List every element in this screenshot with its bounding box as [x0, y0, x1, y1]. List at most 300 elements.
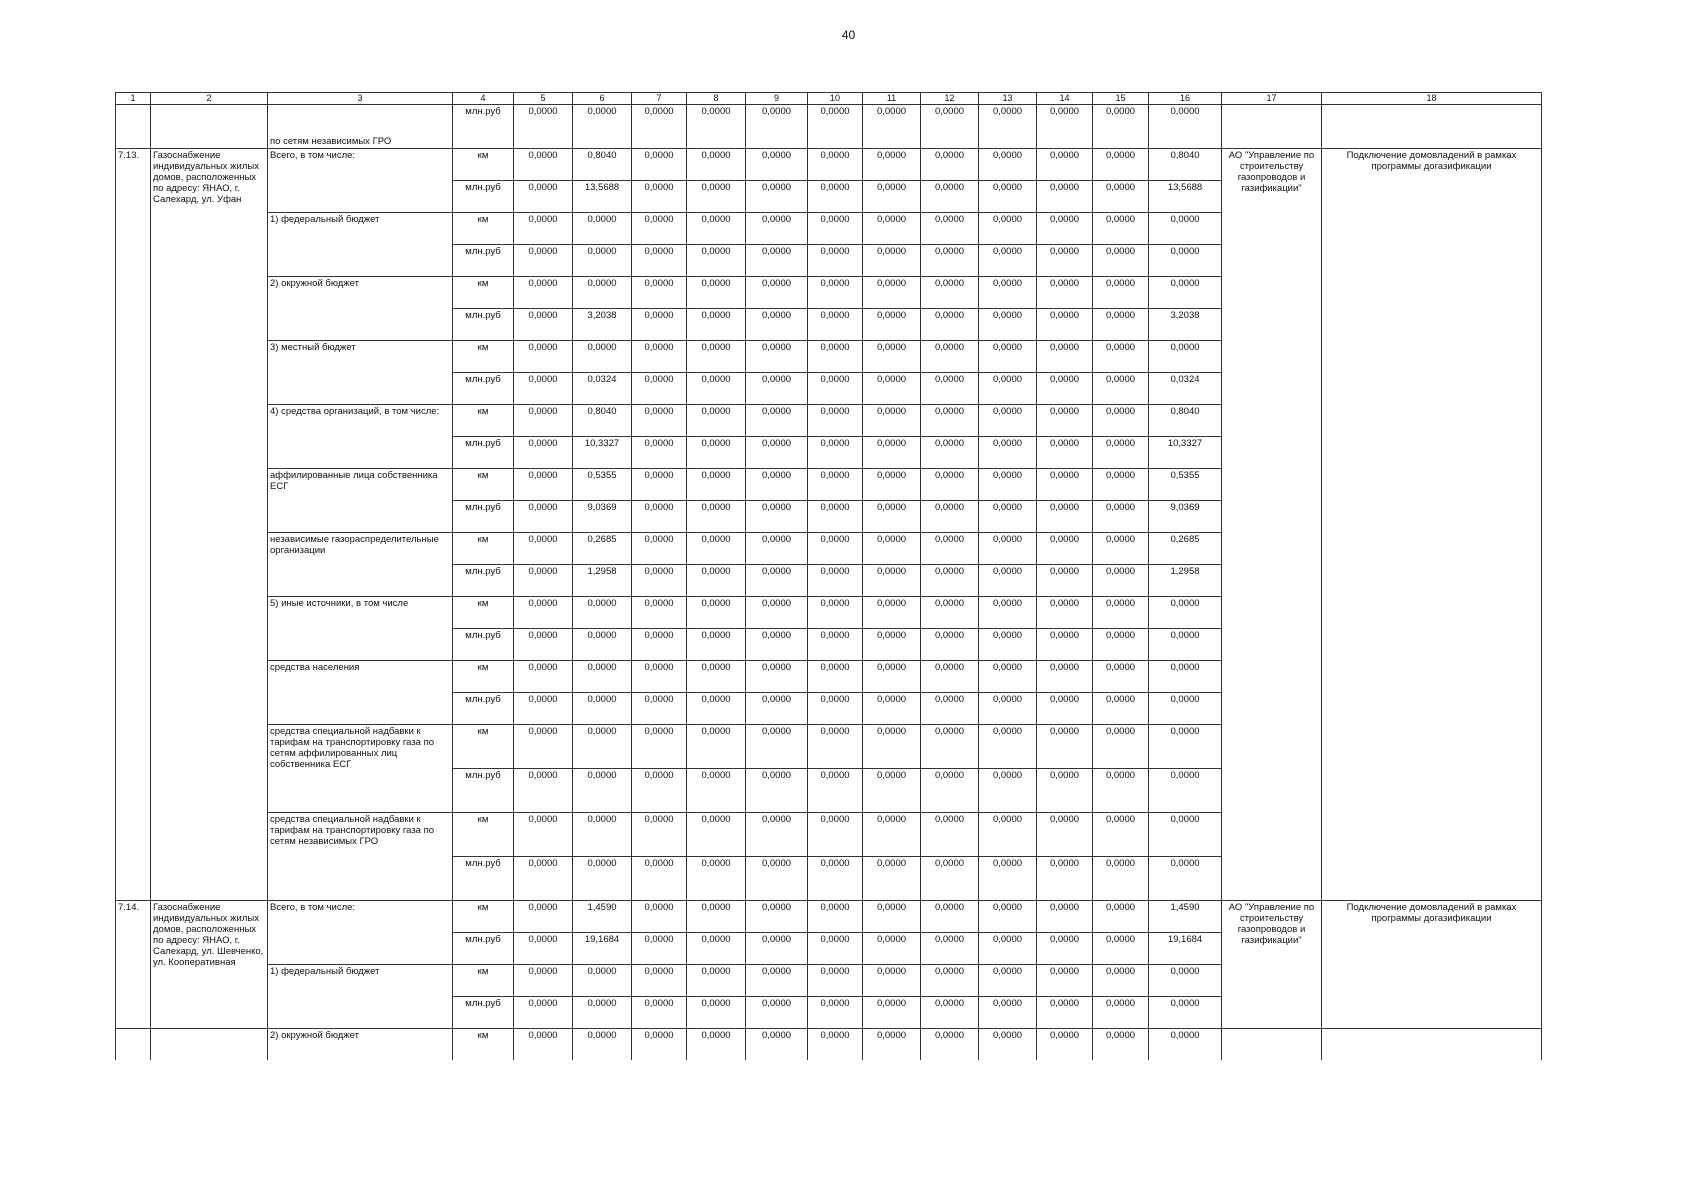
- unit-cell: км: [453, 901, 514, 933]
- column-header: 10: [808, 93, 863, 105]
- value-cell: 0,0000: [921, 857, 979, 901]
- value-cell: 0,0000: [1149, 661, 1222, 693]
- value-cell: 0,0000: [687, 901, 746, 933]
- value-cell: 0,0000: [514, 693, 573, 725]
- value-cell: 0,0000: [808, 501, 863, 533]
- value-cell: 0,0000: [514, 437, 573, 469]
- value-cell: 0,0000: [1093, 597, 1149, 629]
- value-cell: 0,0000: [1093, 1029, 1149, 1061]
- value-cell: 0,0000: [573, 213, 632, 245]
- value-cell: 0,0000: [1037, 693, 1093, 725]
- value-cell: 0,0000: [746, 769, 808, 813]
- value-cell: 0,0000: [746, 213, 808, 245]
- value-cell: 0,0000: [979, 857, 1037, 901]
- value-cell: 0,0000: [979, 277, 1037, 309]
- value-cell: 0,0000: [1149, 813, 1222, 857]
- value-cell: 0,0000: [1149, 629, 1222, 661]
- value-cell: 0,0000: [1149, 725, 1222, 769]
- value-cell: 0,0000: [1037, 813, 1093, 857]
- column-header: 13: [979, 93, 1037, 105]
- value-cell: 10,3327: [1149, 437, 1222, 469]
- value-cell: 0,0000: [921, 661, 979, 693]
- unit-cell: млн.руб: [453, 373, 514, 405]
- value-cell: 0,0000: [979, 309, 1037, 341]
- value-cell: 0,2685: [1149, 533, 1222, 565]
- value-cell: 0,0000: [632, 769, 687, 813]
- value-cell: 0,0000: [687, 565, 746, 597]
- value-cell: 1,4590: [1149, 901, 1222, 933]
- value-cell: 0,0000: [1149, 857, 1222, 901]
- value-cell: 0,0000: [921, 373, 979, 405]
- value-cell: 0,0000: [979, 597, 1037, 629]
- value-cell: 0,0000: [863, 813, 921, 857]
- value-cell: 0,0000: [808, 997, 863, 1029]
- executor-cell: [1222, 1029, 1322, 1061]
- value-cell: 0,0000: [687, 813, 746, 857]
- value-cell: 0,0000: [808, 533, 863, 565]
- value-cell: 0,0000: [573, 857, 632, 901]
- value-cell: 0,0000: [573, 105, 632, 149]
- value-cell: 0,0000: [687, 693, 746, 725]
- value-cell: 0,0000: [979, 469, 1037, 501]
- value-cell: 0,0000: [1037, 933, 1093, 965]
- value-cell: 0,0000: [687, 105, 746, 149]
- value-cell: 0,0000: [573, 725, 632, 769]
- value-cell: 0,0000: [632, 105, 687, 149]
- value-cell: 0,0000: [1037, 597, 1093, 629]
- unit-cell: км: [453, 965, 514, 997]
- value-cell: 0,0000: [863, 341, 921, 373]
- source-label: 2) окружной бюджет: [268, 277, 453, 341]
- value-cell: 0,0000: [1037, 501, 1093, 533]
- value-cell: 0,0000: [808, 373, 863, 405]
- value-cell: 0,0000: [979, 405, 1037, 437]
- table-row: [116, 149, 1542, 181]
- value-cell: 0,0000: [863, 857, 921, 901]
- note: Подключение домовладений в рамках программы догазификации: [1322, 901, 1542, 1029]
- source-label: 4) средства организаций, в том числе:: [268, 405, 453, 469]
- value-cell: 0,0000: [979, 965, 1037, 997]
- value-cell: 0,0000: [514, 857, 573, 901]
- value-cell: 0,0000: [921, 533, 979, 565]
- column-header: 4: [453, 93, 514, 105]
- value-cell: 0,0000: [632, 1029, 687, 1061]
- value-cell: 0,0000: [863, 597, 921, 629]
- value-cell: 0,0000: [1037, 857, 1093, 901]
- unit-cell: млн.руб: [453, 309, 514, 341]
- value-cell: 0,0000: [979, 901, 1037, 933]
- value-cell: 0,0000: [863, 105, 921, 149]
- value-cell: 0,0000: [514, 277, 573, 309]
- value-cell: 0,0000: [808, 149, 863, 181]
- value-cell: 0,0000: [514, 469, 573, 501]
- unit-cell: млн.руб: [453, 437, 514, 469]
- unit-cell: км: [453, 405, 514, 437]
- value-cell: 1,2958: [573, 565, 632, 597]
- value-cell: 0,0000: [632, 501, 687, 533]
- value-cell: 0,0000: [979, 565, 1037, 597]
- value-cell: 0,0000: [979, 437, 1037, 469]
- value-cell: 0,0000: [514, 997, 573, 1029]
- value-cell: 0,0000: [1037, 341, 1093, 373]
- value-cell: 0,0000: [979, 769, 1037, 813]
- value-cell: 0,0000: [863, 469, 921, 501]
- value-cell: 0,0000: [1149, 997, 1222, 1029]
- value-cell: 0,0000: [1037, 901, 1093, 933]
- value-cell: 0,0000: [632, 565, 687, 597]
- value-cell: 0,0000: [863, 501, 921, 533]
- value-cell: 0,0000: [632, 533, 687, 565]
- value-cell: 3,2038: [573, 309, 632, 341]
- column-header: 18: [1322, 93, 1542, 105]
- value-cell: 0,0000: [1093, 857, 1149, 901]
- value-cell: 0,0000: [687, 1029, 746, 1061]
- value-cell: 0,0000: [573, 341, 632, 373]
- value-cell: 0,0000: [1093, 437, 1149, 469]
- value-cell: 0,0000: [808, 725, 863, 769]
- value-cell: 0,0000: [687, 277, 746, 309]
- value-cell: 19,1684: [1149, 933, 1222, 965]
- value-cell: 0,0000: [921, 725, 979, 769]
- value-cell: 0,0000: [863, 693, 921, 725]
- value-cell: 0,0000: [808, 437, 863, 469]
- value-cell: 0,0000: [808, 901, 863, 933]
- value-cell: 0,0000: [979, 933, 1037, 965]
- source-label: независимые газораспределительные организации: [268, 533, 453, 597]
- value-cell: 0,0000: [687, 533, 746, 565]
- value-cell: 0,0000: [1037, 1029, 1093, 1061]
- value-cell: 0,0000: [687, 501, 746, 533]
- value-cell: 0,0000: [979, 533, 1037, 565]
- value-cell: 0,0000: [1037, 373, 1093, 405]
- value-cell: 0,0000: [687, 629, 746, 661]
- item-name-cell: [151, 105, 268, 149]
- value-cell: 0,0000: [687, 661, 746, 693]
- value-cell: 9,0369: [573, 501, 632, 533]
- value-cell: 0,0000: [1093, 181, 1149, 213]
- column-header: 14: [1037, 93, 1093, 105]
- unit-cell: км: [453, 277, 514, 309]
- value-cell: 0,0000: [863, 1029, 921, 1061]
- value-cell: 19,1684: [573, 933, 632, 965]
- value-cell: 0,0000: [1093, 341, 1149, 373]
- value-cell: 0,0000: [1149, 597, 1222, 629]
- value-cell: 0,0000: [514, 597, 573, 629]
- value-cell: 0,0000: [514, 769, 573, 813]
- item-name-cell: [151, 1029, 268, 1061]
- value-cell: 0,0000: [979, 213, 1037, 245]
- value-cell: 0,0000: [1093, 901, 1149, 933]
- value-cell: 0,0000: [746, 309, 808, 341]
- value-cell: 0,0000: [1037, 149, 1093, 181]
- value-cell: 0,0000: [979, 245, 1037, 277]
- value-cell: 0,0000: [921, 813, 979, 857]
- value-cell: 0,0000: [1093, 213, 1149, 245]
- value-cell: 0,0000: [632, 857, 687, 901]
- value-cell: 0,0000: [863, 725, 921, 769]
- value-cell: 0,0000: [863, 405, 921, 437]
- value-cell: 0,0000: [573, 813, 632, 857]
- value-cell: 0,0000: [1093, 813, 1149, 857]
- value-cell: 0,5355: [573, 469, 632, 501]
- value-cell: 0,0000: [1093, 469, 1149, 501]
- value-cell: 0,8040: [1149, 405, 1222, 437]
- value-cell: 0,0000: [573, 693, 632, 725]
- value-cell: 0,0000: [687, 857, 746, 901]
- value-cell: 0,0000: [687, 309, 746, 341]
- value-cell: 0,0000: [632, 405, 687, 437]
- value-cell: 0,0000: [514, 309, 573, 341]
- value-cell: 0,0000: [514, 1029, 573, 1061]
- continuation-row: [116, 105, 1542, 149]
- value-cell: 0,0000: [808, 629, 863, 661]
- value-cell: 0,0000: [1093, 965, 1149, 997]
- unit-cell: млн.руб: [453, 693, 514, 725]
- value-cell: 0,0000: [1037, 181, 1093, 213]
- value-cell: 0,0000: [808, 661, 863, 693]
- value-cell: 0,0000: [1149, 965, 1222, 997]
- source-label: средства населения: [268, 661, 453, 725]
- value-cell: 0,0000: [863, 661, 921, 693]
- value-cell: 0,0000: [746, 437, 808, 469]
- value-cell: 0,0000: [687, 181, 746, 213]
- column-header: 6: [573, 93, 632, 105]
- value-cell: 3,2038: [1149, 309, 1222, 341]
- value-cell: 0,0000: [1093, 405, 1149, 437]
- value-cell: 0,0000: [863, 769, 921, 813]
- value-cell: 0,0000: [514, 149, 573, 181]
- value-cell: 0,0000: [573, 629, 632, 661]
- value-cell: 13,5688: [1149, 181, 1222, 213]
- value-cell: 0,0000: [1093, 245, 1149, 277]
- value-cell: 0,0000: [687, 405, 746, 437]
- value-cell: 0,0000: [863, 213, 921, 245]
- value-cell: 0,0000: [687, 997, 746, 1029]
- header-row: [116, 93, 1542, 105]
- value-cell: 0,0000: [573, 1029, 632, 1061]
- value-cell: 0,0000: [979, 373, 1037, 405]
- value-cell: 0,0000: [979, 661, 1037, 693]
- value-cell: 0,0000: [921, 105, 979, 149]
- value-cell: 0,0000: [632, 661, 687, 693]
- value-cell: 0,0000: [863, 997, 921, 1029]
- value-cell: 0,0000: [514, 213, 573, 245]
- value-cell: 0,0000: [979, 813, 1037, 857]
- value-cell: 0,0000: [979, 149, 1037, 181]
- item-name: Газоснабжение индивидуальных жилых домов, расположенных по адресу: ЯНАО, г. Салехард, ул. Уфан: [151, 149, 268, 901]
- value-cell: 0,0000: [746, 857, 808, 901]
- value-cell: 0,0000: [632, 629, 687, 661]
- source-label: 1) федеральный бюджет: [268, 213, 453, 277]
- source-label: 1) федеральный бюджет: [268, 965, 453, 1029]
- value-cell: 0,0000: [863, 901, 921, 933]
- column-header: 5: [514, 93, 573, 105]
- value-cell: 0,0000: [632, 437, 687, 469]
- value-cell: 0,0000: [573, 965, 632, 997]
- value-cell: 0,0000: [921, 693, 979, 725]
- value-cell: 0,0000: [746, 501, 808, 533]
- value-cell: 0,0000: [746, 373, 808, 405]
- value-cell: 0,0000: [921, 213, 979, 245]
- value-cell: 0,0000: [746, 997, 808, 1029]
- value-cell: 0,0000: [1093, 933, 1149, 965]
- note-cell: [1322, 105, 1542, 149]
- value-cell: 0,0000: [1037, 965, 1093, 997]
- value-cell: 0,0000: [514, 405, 573, 437]
- value-cell: 0,0000: [632, 373, 687, 405]
- value-cell: 0,0000: [573, 277, 632, 309]
- value-cell: 0,0000: [1149, 693, 1222, 725]
- value-cell: 0,0000: [921, 565, 979, 597]
- value-cell: 0,0000: [1037, 245, 1093, 277]
- table-row: [116, 901, 1542, 933]
- value-cell: 0,0000: [979, 105, 1037, 149]
- value-cell: 0,0000: [921, 405, 979, 437]
- value-cell: 0,0000: [979, 181, 1037, 213]
- value-cell: 0,0000: [921, 997, 979, 1029]
- value-cell: 0,0000: [746, 277, 808, 309]
- value-cell: 0,0000: [1093, 149, 1149, 181]
- value-cell: 0,0000: [632, 277, 687, 309]
- value-cell: 0,0000: [808, 933, 863, 965]
- value-cell: 0,0000: [746, 149, 808, 181]
- value-cell: 0,0000: [1093, 769, 1149, 813]
- value-cell: 0,0000: [808, 965, 863, 997]
- note: Подключение домовладений в рамках программы догазификации: [1322, 149, 1542, 901]
- value-cell: 0,0000: [863, 245, 921, 277]
- unit-cell: км: [453, 725, 514, 769]
- value-cell: 0,0000: [979, 997, 1037, 1029]
- value-cell: 0,8040: [573, 149, 632, 181]
- value-cell: 0,0000: [1149, 341, 1222, 373]
- value-cell: 0,0000: [921, 965, 979, 997]
- value-cell: 0,0000: [746, 533, 808, 565]
- value-cell: 0,0000: [921, 469, 979, 501]
- value-cell: 0,0000: [808, 769, 863, 813]
- value-cell: 0,0000: [1093, 533, 1149, 565]
- unit-cell: млн.руб: [453, 565, 514, 597]
- value-cell: 0,0000: [687, 769, 746, 813]
- value-cell: 0,0000: [863, 533, 921, 565]
- value-cell: 0,0000: [746, 965, 808, 997]
- value-cell: 0,0000: [514, 245, 573, 277]
- executor-cell: [1222, 105, 1322, 149]
- value-cell: 0,0000: [514, 181, 573, 213]
- column-header: 7: [632, 93, 687, 105]
- column-header: 9: [746, 93, 808, 105]
- value-cell: 0,0000: [514, 725, 573, 769]
- value-cell: 0,0000: [1037, 437, 1093, 469]
- value-cell: 0,0000: [921, 1029, 979, 1061]
- column-header: 11: [863, 93, 921, 105]
- value-cell: 0,0000: [514, 661, 573, 693]
- table-row: [116, 1029, 1542, 1061]
- value-cell: 0,0000: [632, 933, 687, 965]
- value-cell: 0,0000: [632, 725, 687, 769]
- unit-cell: км: [453, 341, 514, 373]
- value-cell: 0,0000: [808, 213, 863, 245]
- unit-cell: млн.руб: [453, 629, 514, 661]
- value-cell: 0,0000: [979, 501, 1037, 533]
- value-cell: 0,0000: [979, 725, 1037, 769]
- unit-cell: млн.руб: [453, 933, 514, 965]
- value-cell: 0,0000: [1037, 769, 1093, 813]
- value-cell: 0,0000: [746, 813, 808, 857]
- item-number-cell: [116, 105, 151, 149]
- value-cell: 0,0000: [1093, 725, 1149, 769]
- value-cell: 9,0369: [1149, 501, 1222, 533]
- unit-cell: км: [453, 813, 514, 857]
- value-cell: 0,0000: [632, 181, 687, 213]
- value-cell: 0,0000: [687, 965, 746, 997]
- unit-cell: км: [453, 1029, 514, 1061]
- item-number: 7.14.: [116, 901, 151, 1029]
- value-cell: 0,0000: [808, 245, 863, 277]
- value-cell: 0,0000: [1037, 469, 1093, 501]
- value-cell: 0,0000: [808, 105, 863, 149]
- source-label: по сетям независимых ГРО: [268, 105, 453, 149]
- unit-cell: млн.руб: [453, 501, 514, 533]
- value-cell: 0,0000: [979, 1029, 1037, 1061]
- value-cell: 0,0000: [1037, 213, 1093, 245]
- column-header: 8: [687, 93, 746, 105]
- value-cell: 0,0000: [1037, 565, 1093, 597]
- source-label: средства специальной надбавки к тарифам на транспортировку газа по сетям независимых ГРО: [268, 813, 453, 901]
- value-cell: 10,3327: [573, 437, 632, 469]
- value-cell: 0,0000: [921, 501, 979, 533]
- value-cell: 1,4590: [573, 901, 632, 933]
- document-table: [115, 92, 1542, 1060]
- value-cell: 0,0000: [746, 341, 808, 373]
- source-label: средства специальной надбавки к тарифам на транспортировку газа по сетям аффилированных лиц собственника ЕСГ: [268, 725, 453, 813]
- value-cell: 0,0000: [863, 933, 921, 965]
- value-cell: 0,0324: [1149, 373, 1222, 405]
- column-header: 1: [116, 93, 151, 105]
- column-header: 2: [151, 93, 268, 105]
- value-cell: 0,0000: [687, 245, 746, 277]
- unit-cell: км: [453, 597, 514, 629]
- value-cell: 0,0000: [863, 965, 921, 997]
- value-cell: 0,0000: [808, 277, 863, 309]
- value-cell: 0,0000: [1037, 661, 1093, 693]
- value-cell: 0,0000: [687, 933, 746, 965]
- column-header: 17: [1222, 93, 1322, 105]
- value-cell: 0,0000: [863, 373, 921, 405]
- source-label: Всего, в том числе:: [268, 149, 453, 213]
- value-cell: 0,0000: [863, 309, 921, 341]
- value-cell: 0,0000: [687, 373, 746, 405]
- value-cell: 0,0000: [514, 341, 573, 373]
- value-cell: 0,0000: [632, 245, 687, 277]
- value-cell: 0,0000: [808, 813, 863, 857]
- item-name: Газоснабжение индивидуальных жилых домов, расположенных по адресу: ЯНАО, г. Салехард, ул. Шевченко, ул. Кооперативная: [151, 901, 268, 1029]
- value-cell: 0,8040: [573, 405, 632, 437]
- value-cell: 0,0000: [1093, 661, 1149, 693]
- value-cell: 0,0000: [1149, 769, 1222, 813]
- value-cell: 0,0000: [1093, 997, 1149, 1029]
- value-cell: 0,0000: [514, 533, 573, 565]
- source-label: 5) иные источники, в том числе: [268, 597, 453, 661]
- value-cell: 0,0000: [921, 309, 979, 341]
- value-cell: 0,0000: [863, 149, 921, 181]
- value-cell: 0,0000: [746, 901, 808, 933]
- value-cell: 0,0000: [808, 693, 863, 725]
- value-cell: 0,0000: [1037, 629, 1093, 661]
- value-cell: 0,0000: [746, 1029, 808, 1061]
- value-cell: 0,0000: [746, 933, 808, 965]
- value-cell: 0,0000: [979, 693, 1037, 725]
- value-cell: 0,0000: [632, 997, 687, 1029]
